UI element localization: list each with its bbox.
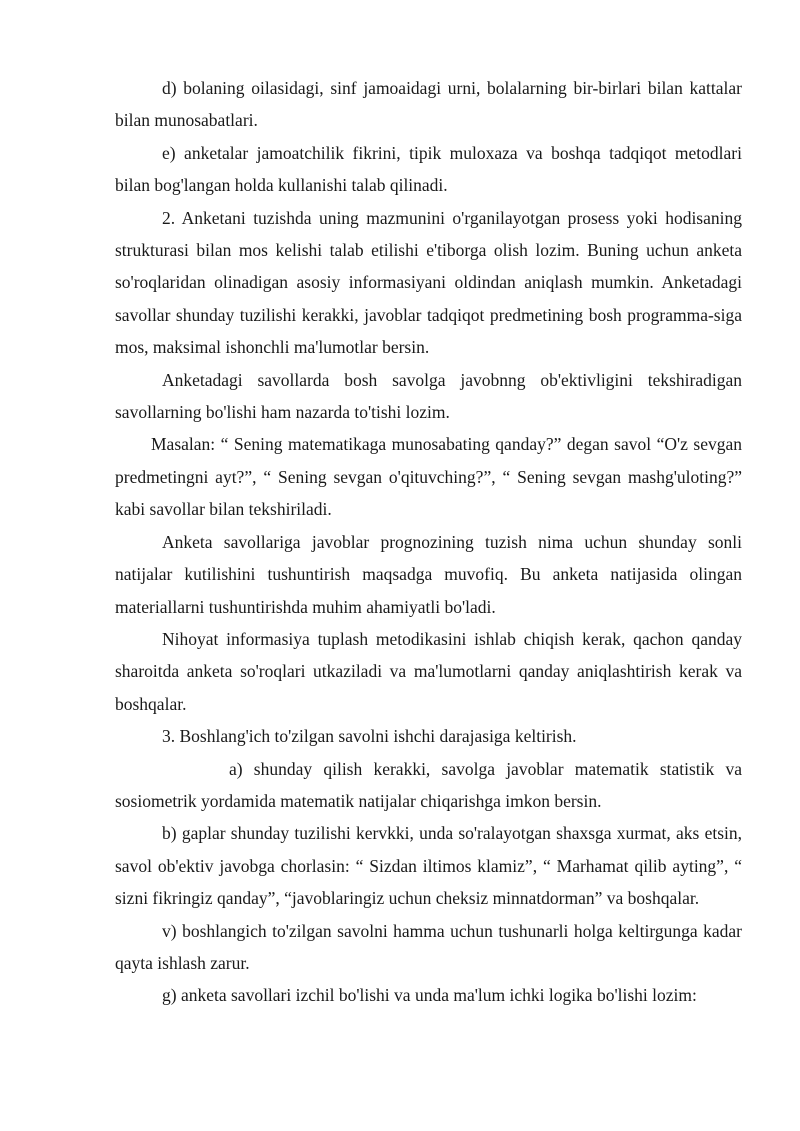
paragraph-b: b) gaplar shunday tuzilishi kervkki, unda so'ralayotgan shaxsga xurmat, aks etsin, savol ob'ektiv javobga chorlasin: “ Sizdan iltimos klamiz”, “ Marhamat qilib ayting”, “ sizni fikringiz qanday”, “javoblaringiz uchun cheksiz minnatdorman” va boshqalar. xyxy=(115,823,742,909)
paragraph-a: a) shunday qilish kerakki, savolga javoblar matematik statistik va sosiometrik yordamida matematik natijalar chiqarishga imkon bersin. xyxy=(115,758,742,811)
paragraph-prognosis: Anketa savollariga javoblar prognozining tuzish nima uchun shunday sonli natijalar kutilishini tushuntirish maqsadga muvofiq. Bu anketa natijasida olingan materiallarni tushuntirishda muhim ahamiyatli bo'ladi. xyxy=(115,531,742,617)
paragraph-d: d) bolaning oilasidagi, sinf jamoaidagi urni, bolalarning bir-birlari bilan kattalar bilan munosabatlari. xyxy=(115,78,742,131)
paragraph-g: g) anketa savollari izchil bo'lishi va unda ma'lum ichki logika bo'lishi lozim: xyxy=(162,985,697,1006)
paragraph-v: v) boshlangich to'zilgan savolni hamma uchun tushunarli holga keltirgunga kadar qayta ishlash zarur. xyxy=(115,920,742,973)
paragraph-e: e) anketalar jamoatchilik fikrini, tipik muloxaza va boshqa tadqiqot metodlari bilan bog'langan holda kullanishi talab qilinadi. xyxy=(115,142,742,196)
paragraph-point-3: 3. Boshlang'ich to'zilgan savolni ishchi darajasiga keltirish. xyxy=(162,726,577,747)
paragraph-objectivity-check: Anketadagi savollarda bosh savolga javobnng ob'ektivligini tekshiradigan savollarning bo'lishi ham nazarda to'tishi lozim. xyxy=(115,369,742,423)
paragraph-point-2: 2. Anketani tuzishda uning mazmunini o'rganilayotgan prosess yoki hodisaning strukturasi bilan mos kelishi talab etilishi e'tiborga olish lozim. Buning uchun anketa so'roqlaridan olinadigan asosiy informasiyani oldindan aniqlash mumkin. Anketadagi savollar shunday tuzilishi kerakki, javoblar tadqiqot predmetining bosh programma-siga mos, maksimal ishonchli ma'lumotlar bersin. xyxy=(115,207,742,358)
paragraph-methodology: Nihoyat informasiya tuplash metodikasini ishlab chiqish kerak, qachon qanday sharoitda anketa so'roqlari utkaziladi va ma'lumotlarni qanday aniqlashtirish kerak va boshqalar. xyxy=(115,628,742,714)
paragraph-example: Masalan: “ Sening matematikaga munosabating qanday?” degan savol “O'z sevgan predmetingni ayt?”, “ Sening sevgan o'qituvching?”, “ Sening sevgan mashg'uloting?” kabi savollar bilan tekshiriladi. xyxy=(115,434,742,520)
document-body xyxy=(115,72,742,1012)
